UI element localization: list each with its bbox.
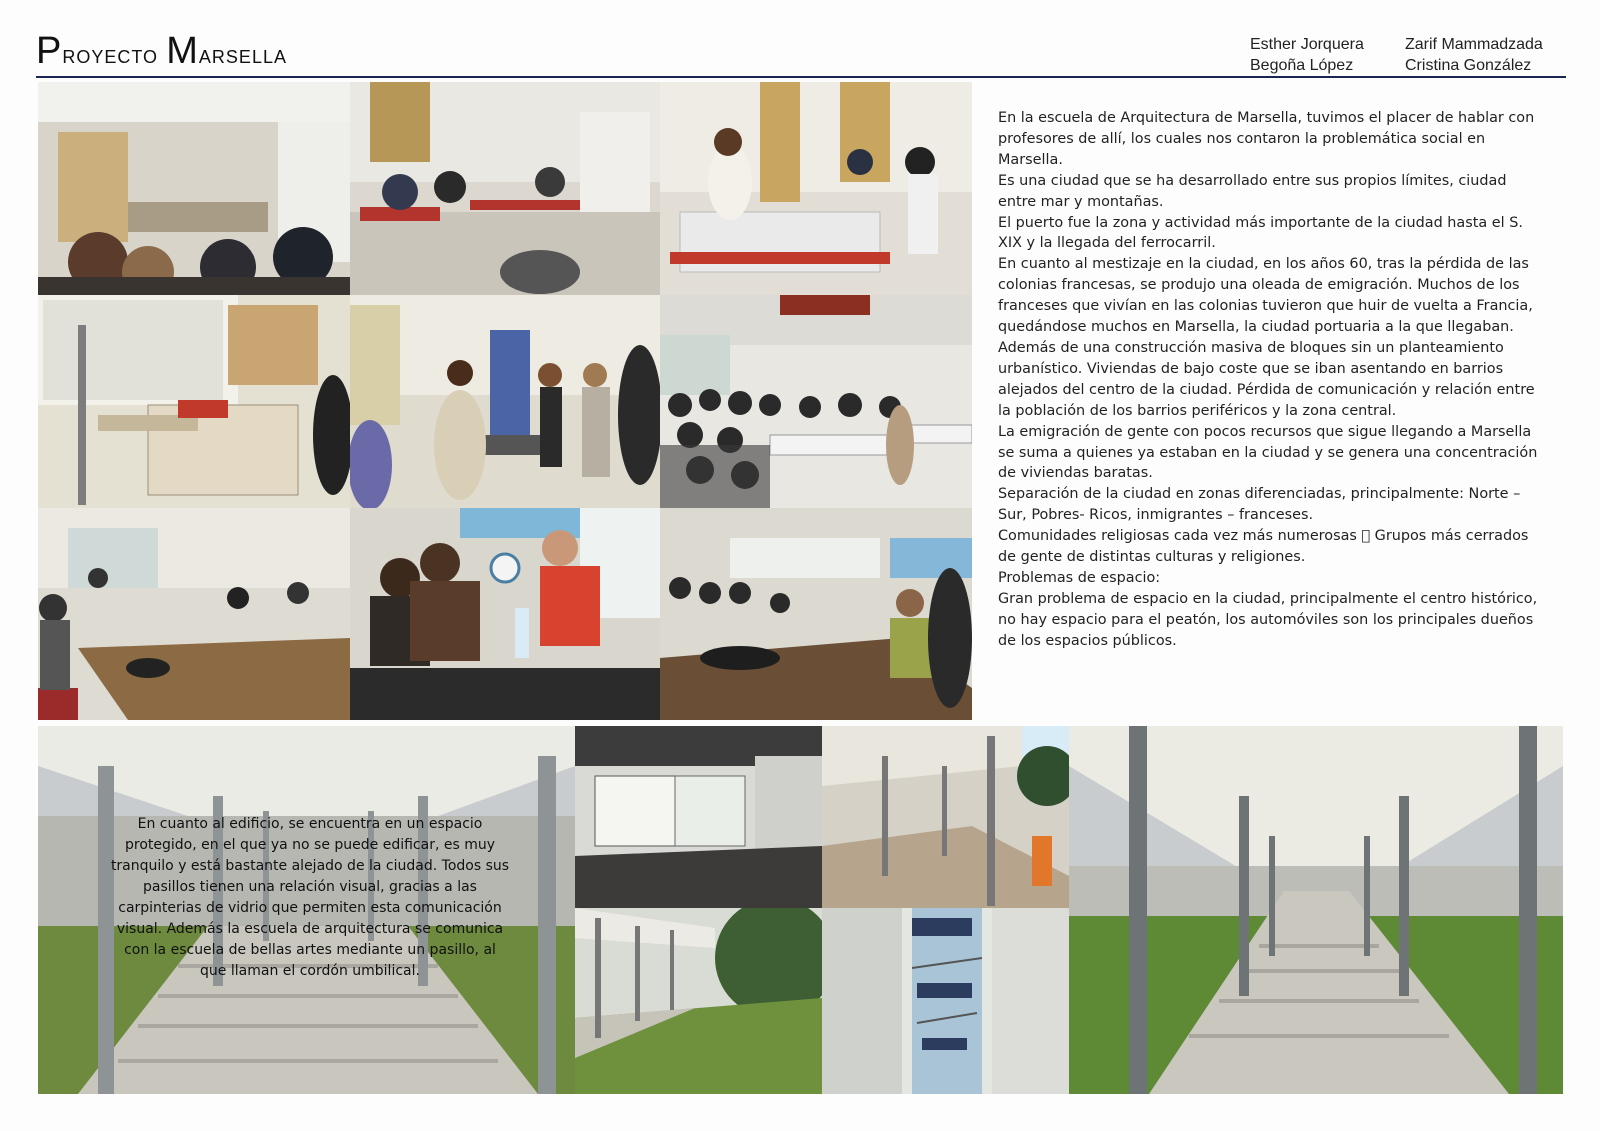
photo-lecture-room bbox=[660, 295, 972, 508]
author-name: Begoña López bbox=[1250, 57, 1354, 74]
authors-column-1 bbox=[1250, 34, 1364, 76]
building-description bbox=[110, 814, 510, 982]
author-name: Zarif Mammadzada bbox=[1405, 36, 1543, 53]
paragraph: La emigración de gente con pocos recursos que sigue llegando a Marsella se suma a quienes ya estaban en la ciudad y se genera una concentración de viviendas baratas. bbox=[998, 423, 1538, 482]
photo-garden-corridor bbox=[575, 908, 822, 1094]
paragraph: En la escuela de Arquitectura de Marsella, tuvimos el placer de hablar con profesores de allí, los cuales nos contaron la problemática social en Marsella. bbox=[998, 110, 1535, 168]
photo-hall-interior bbox=[575, 726, 822, 908]
main-text bbox=[998, 108, 1543, 652]
paragraph: Además de una construcción masiva de bloques sin un planteamiento urbanístico. Viviendas de bajo coste que se iban asentando en barrios alejados del centro de la ciudad. Pérdida de comunicación y relación entre la población de los barrios periféricos y la zona central. bbox=[998, 339, 1535, 419]
photo-stairs-interior bbox=[822, 908, 1069, 1094]
photo-corridor-large-right bbox=[1069, 726, 1563, 1094]
photo-workshop-2 bbox=[350, 295, 660, 508]
photo-meeting-1 bbox=[38, 508, 350, 720]
page-title: Proyecto Marsella bbox=[36, 30, 287, 72]
paragraph: Separación de la ciudad en zonas diferenciadas, principalmente: Norte – Sur, Pobres- Ricos, inmigrantes – franceses. bbox=[998, 486, 1521, 524]
paragraph: El puerto fue la zona y actividad más importante de la ciudad hasta el S. XIX y la llegada del ferrocarril. bbox=[998, 214, 1523, 252]
photo-workshop-1 bbox=[38, 295, 350, 508]
photo-classroom-1 bbox=[38, 82, 350, 295]
paragraph: Comunidades religiosas cada vez más numerosas   Grupos más cerrados de gente de distintas culturas y religiones. bbox=[998, 528, 1529, 566]
author-name: Cristina González bbox=[1405, 57, 1532, 74]
paragraph: En cuanto al mestizaje en la ciudad, en los años 60, tras la pérdida de las colonias francesas, se produjo una oleada de emigración. Muchos de los franceses que vivían en las colonias tuvieron que huir de vuelta a Francia, quedándose muchos en Marsella, la ciudad portuaria a la que llegaban. bbox=[998, 256, 1533, 336]
photo-porch bbox=[822, 726, 1069, 908]
photo-classroom-3 bbox=[660, 82, 972, 295]
header-divider bbox=[36, 76, 1566, 78]
paragraph: Gran problema de espacio en la ciudad, principalmente el centro histórico, no hay espacio para el peatón, los automóviles son los principales dueños de los espacios públicos. bbox=[998, 590, 1538, 649]
authors-column-2 bbox=[1405, 34, 1543, 76]
paragraph: Problemas de espacio: bbox=[998, 569, 1161, 586]
author-name: Esther Jorquera bbox=[1250, 36, 1364, 53]
paragraph: En cuanto al edificio, se encuentra en un espacio protegido, en el que ya no se puede edificar, es muy tranquilo y está bastante alejado de la ciudad. Todos sus pasillos tienen una relación visual, gracias a las carpinterias de vidrio que permiten esta comunicación visual. Además la escuela de arquitectura se comunica con la escuela de bellas artes mediante un pasillo, al que llaman el cordón umbilical. bbox=[110, 816, 510, 979]
photo-meeting-3 bbox=[660, 508, 972, 720]
photo-meeting-2 bbox=[350, 508, 660, 720]
photo-classroom-2 bbox=[350, 82, 660, 295]
paragraph: Es una ciudad que se ha desarrollado entre sus propios límites, ciudad entre mar y montañas. bbox=[998, 172, 1507, 210]
